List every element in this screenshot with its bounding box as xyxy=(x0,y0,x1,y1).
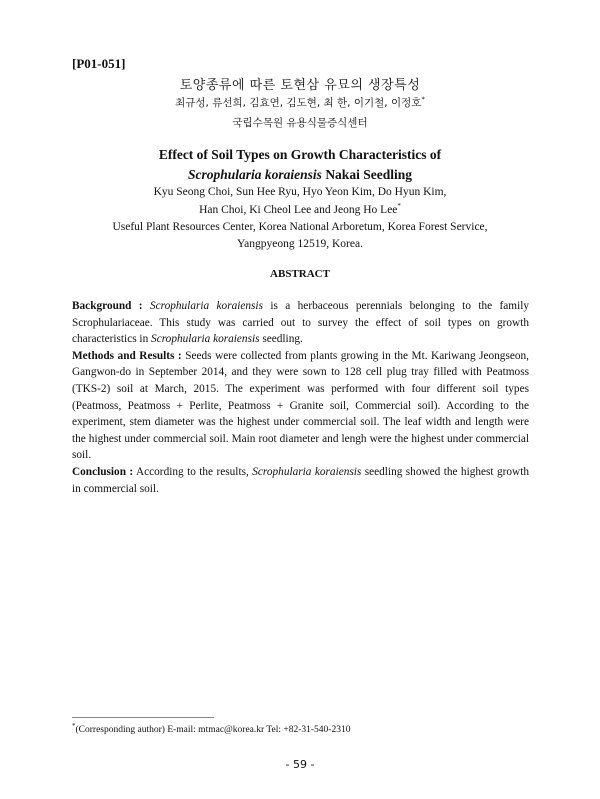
english-title-line2 xyxy=(60,167,540,183)
korean-authors xyxy=(60,95,540,110)
abstract-heading: ABSTRACT xyxy=(270,268,330,280)
footnote-mark: * xyxy=(72,721,76,730)
methods-label: Methods and Results : xyxy=(72,349,182,362)
background-species: Scrophularia koraiensis xyxy=(149,300,263,312)
conclusion-text-end: seedling showed the highest growth in commercial soil. xyxy=(72,465,529,495)
english-affiliation-line2: Yangpyeong 12519, Korea. xyxy=(237,238,363,250)
title-species-name: Scrophularia koraiensis xyxy=(188,167,322,182)
paper-code: [P01-051] xyxy=(72,56,126,71)
background-text-end: seedling. xyxy=(259,333,303,346)
english-authors-line2-names: Han Choi, Ki Cheol Lee and Jeong Ho Lee xyxy=(199,204,398,216)
korean-affiliation: 국립수목원 유용식물증식센터 xyxy=(232,117,368,129)
background-paragraph xyxy=(72,298,529,348)
conclusion-species: Scrophularia koraiensis xyxy=(252,465,362,478)
page-number: - 59 - xyxy=(285,758,315,771)
korean-corresponding-mark: * xyxy=(421,95,425,104)
english-title-line1: Effect of Soil Types on Growth Characteristics of xyxy=(158,147,442,162)
conclusion-text: According to the results, xyxy=(133,465,253,478)
methods-paragraph xyxy=(72,348,529,464)
conclusion-paragraph xyxy=(72,464,529,497)
english-affiliation-line1: Useful Plant Resources Center, Korea National Arboretum, Korea Forest Service, xyxy=(112,221,488,233)
methods-text: Seeds were collected from plants growing in the Mt. Kariwang Jeongseon, Gangwon-do in September 2014, and they were sown to 128 cell plug tray filled with Peatmoss (TKS-2) soil at March, 2015. The experiment was performed with four different soil types (Peatmoss, Peatmoss + Perlite, Peatmoss + Granite soil, Commercial soil). According to the experiment, stem diameter was the highest under commercial soil. The leaf width and length were the highest under commercial soil. Main root diameter and lengh were the highest under commercial soil. xyxy=(72,349,529,462)
background-label: Background : xyxy=(72,300,143,312)
conclusion-label: Conclusion : xyxy=(72,465,134,478)
footnote-text: (Corresponding author) E-mail: mtmac@korea.kr Tel: +82-31-540-2310 xyxy=(75,725,351,735)
title-rest: Nakai Seedling xyxy=(321,167,412,182)
footnote xyxy=(72,721,351,735)
english-corresponding-mark: * xyxy=(397,202,401,211)
english-authors-line1: Kyu Seong Choi, Sun Hee Ryu, Hyo Yeon Kim, Do Hyun Kim, xyxy=(153,186,447,198)
abstract-body xyxy=(72,298,529,497)
background-text: is a herbaceous perennials belonging to the family Scrophulariaceae. This study was carried out to survey the effect of soil types on growth characteristics in xyxy=(72,300,530,346)
background-species-2: Scrophularia koraiensis xyxy=(151,333,260,346)
english-authors-line2 xyxy=(60,204,540,216)
korean-title: 토양종류에 따른 토현삼 유묘의 생장특성 xyxy=(179,78,421,93)
footnote-divider xyxy=(72,717,214,718)
korean-authors-names: 최규성, 류선희, 김효연, 김도현, 최 한, 이기철, 이정호 xyxy=(175,97,422,109)
